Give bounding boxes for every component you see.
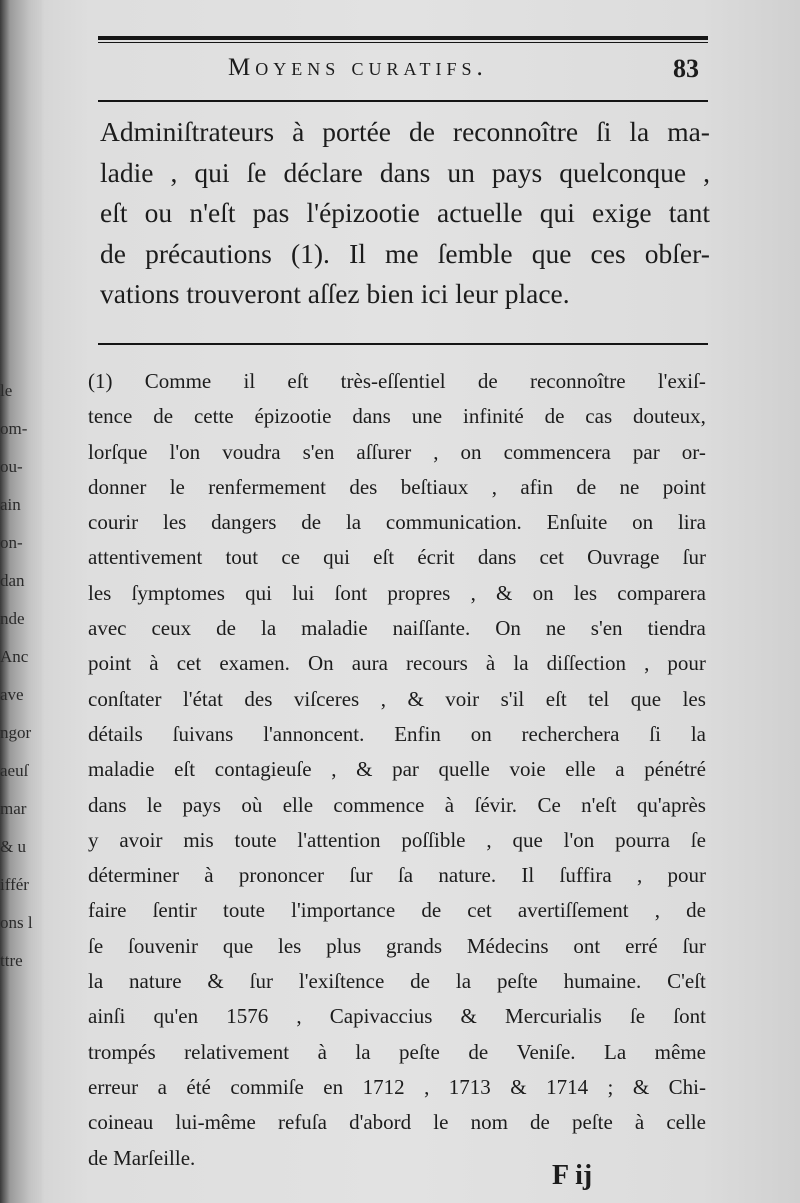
text-line: (1) Comme il eſt très-eſſentiel de reconnoître l'exiſ- (88, 369, 706, 393)
text-line: attentivement tout ce qui eſt écrit dans cet Ouvrage ſur (88, 545, 706, 570)
bleed-fragment: ngor (0, 723, 32, 742)
bleed-fragment: om- (0, 419, 28, 438)
header-rule (98, 100, 708, 102)
top-rule (98, 36, 708, 40)
bleed-fragment: ave (0, 685, 24, 704)
bleed-fragment: ons l (0, 913, 33, 932)
text-line: ainſi qu'en 1576 , Capivaccius & Mercurialis ſe ſont (88, 1004, 706, 1029)
signature-mark: F ij (552, 1160, 593, 1191)
text-line: erreur a été commiſe en 1712 , 1713 & 1714 ; & Chi- (88, 1074, 706, 1099)
bleed-fragment: ou- (0, 457, 23, 476)
text-line: maladie eſt contagieuſe , & par quelle voie elle a pénétré (88, 757, 706, 782)
text-line: de Marſeille. (88, 1145, 196, 1170)
bleed-fragment: nde (0, 609, 25, 628)
text-line: ſe ſouvenir que les plus grands Médecins ont erré ſur (88, 933, 706, 958)
text-line: dans le pays où elle commence à ſévir. Ce n'eſt qu'après (88, 792, 706, 817)
bleed-fragment: Anc (0, 647, 29, 666)
text-line: la nature & ſur l'exiſtence de la peſte humaine. C'eſt (88, 969, 706, 994)
text-line: conſtater l'état des viſceres , & voir s'il eſt tel que les (88, 686, 706, 711)
bleed-fragment: dan (0, 571, 25, 590)
text-line: Adminiſtrateurs à portée de reconnoître ſi la ma- (100, 116, 710, 147)
text-line: détails ſuivans l'annoncent. Enfin on recherchera ſi la (88, 721, 706, 746)
text-line: avec ceux de la maladie naiſſante. On ne s'en tiendra (88, 616, 706, 641)
bleed-fragment: on- (0, 533, 23, 552)
text-line: tence de cette épizootie dans une infinité de cas douteux, (88, 404, 706, 429)
facing-page-text (0, 372, 42, 980)
main-text (100, 112, 710, 315)
bleed-fragment: le (0, 381, 13, 400)
text-line: trompés relativement à la peſte de Veniſe. La même (88, 1039, 706, 1064)
page-number: 83 (673, 54, 699, 83)
text-line: les ſymptomes qui lui ſont propres , & on les comparera (88, 580, 706, 605)
running-head: Moyens curatifs. (228, 54, 488, 81)
text-line: courir les dangers de la communication. Enſuite on lira (88, 510, 706, 535)
text-line: eſt ou n'eſt pas l'épizootie actuelle qui exige tant (100, 197, 710, 228)
text-line: y avoir mis toute l'attention poſſible , que l'on pourra ſe (88, 827, 706, 852)
bleed-fragment: ttre (0, 951, 23, 970)
bleed-fragment: iffér (0, 875, 29, 894)
text-line: coineau lui-même refuſa d'abord le nom de peſte à celle (88, 1110, 706, 1135)
footnote-rule (98, 343, 708, 345)
text-line: vations trouveront aſſez bien ici leur place. (100, 278, 570, 309)
text-line: déterminer à prononcer ſur ſa nature. Il ſuffira , pour (88, 863, 706, 888)
text-line: faire ſentir toute l'importance de cet avertiſſement , de (88, 898, 706, 923)
text-line: lorſque l'on voudra s'en aſſurer , on commencera par or- (88, 439, 706, 464)
text-line: donner le renfermement des beſtiaux , afin de ne point (88, 474, 706, 499)
bleed-fragment: aeuſ (0, 761, 29, 780)
text-line: de précautions (1). Il me ſemble que ces obſer- (100, 237, 710, 269)
bleed-fragment: mar (0, 799, 27, 818)
text-line: ladie , qui ſe déclare dans un pays quelconque , (100, 156, 710, 188)
bleed-fragment: ain (0, 495, 21, 514)
bleed-fragment: & u (0, 837, 26, 856)
text-line: point à cet examen. On aura recours à la diſſection , pour (88, 651, 706, 676)
top-rule-thin (98, 42, 708, 43)
facing-page-edge (0, 0, 42, 1203)
footnote (88, 364, 706, 1176)
